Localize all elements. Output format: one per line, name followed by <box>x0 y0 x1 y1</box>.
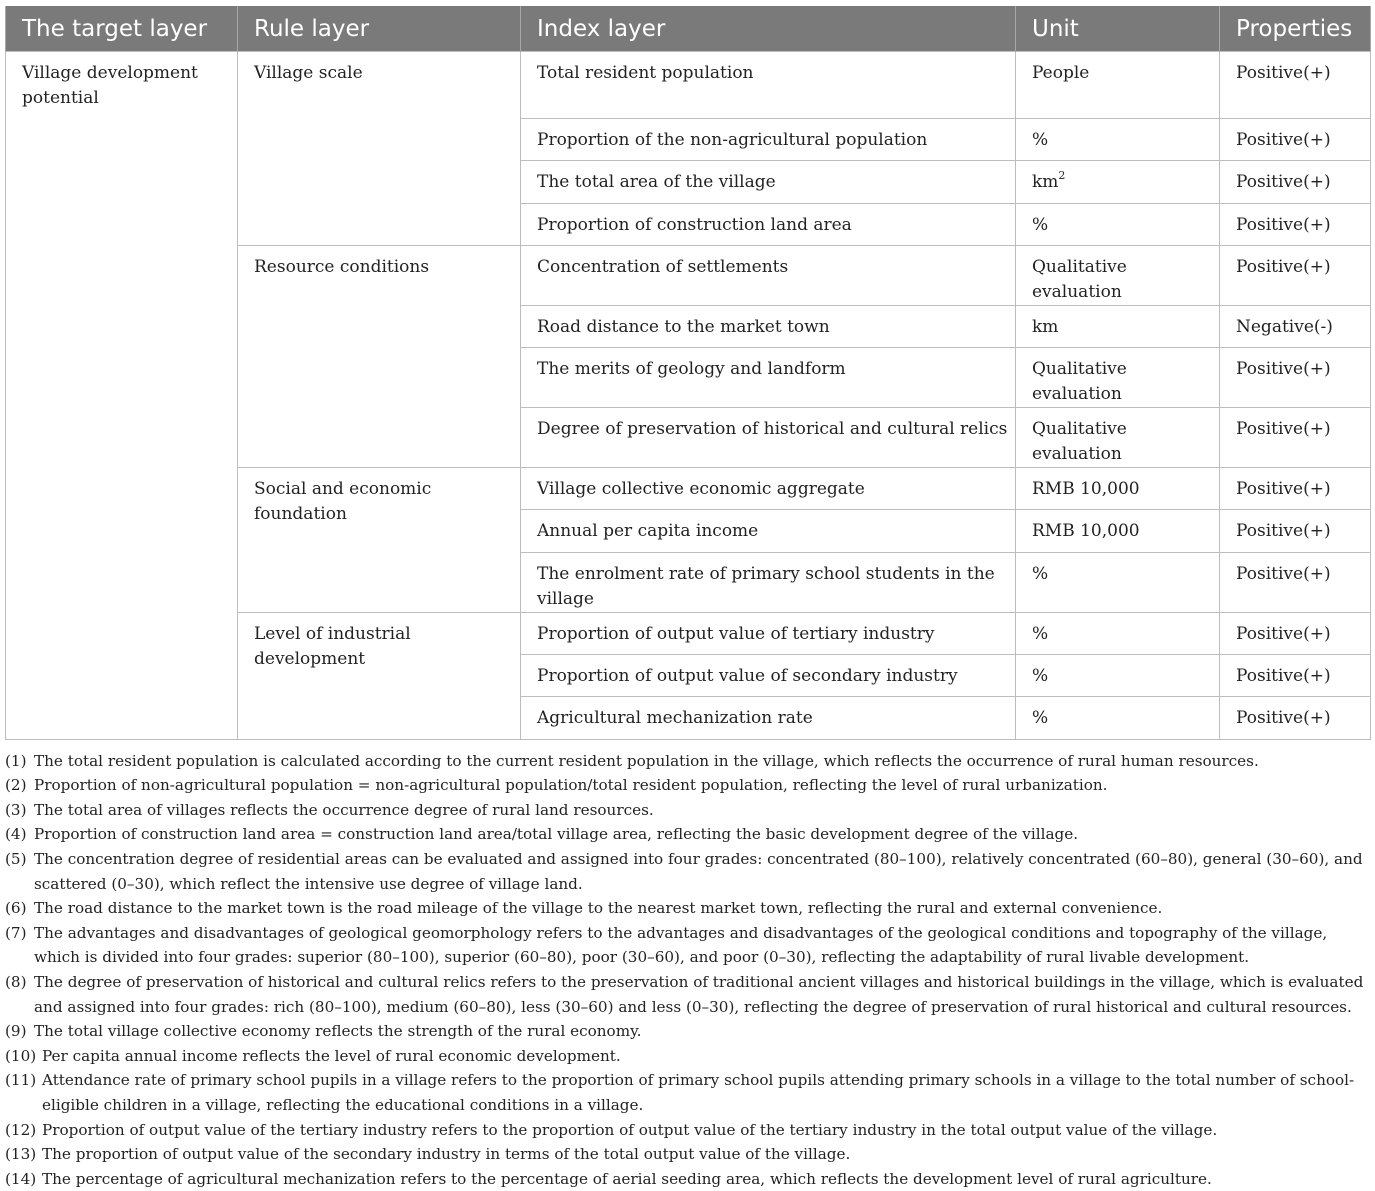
index-cell: Proportion of output value of tertiary industry <box>521 612 1016 654</box>
footnote-text: The proportion of output value of the secondary industry in terms of the total output value of the village. <box>42 1145 851 1164</box>
document <box>5 6 1370 1191</box>
index-cell: Agricultural mechanization rate <box>521 697 1016 739</box>
property-cell: Positive(+) <box>1220 119 1371 161</box>
index-cell: Degree of preservation of historical and cultural relics <box>521 408 1016 468</box>
property-cell: Positive(+) <box>1220 203 1371 245</box>
footnote-text: Proportion of output value of the tertiary industry refers to the proportion of output value of the tertiary industry in the total output value of the village. <box>42 1120 1218 1139</box>
unit-cell: % <box>1016 203 1220 245</box>
index-cell: Road distance to the market town <box>521 305 1016 347</box>
property-cell: Positive(+) <box>1220 161 1371 203</box>
property-cell: Positive(+) <box>1220 408 1371 468</box>
footnote-number: (7) <box>5 923 27 942</box>
unit-cell: km <box>1016 305 1220 347</box>
property-cell: Positive(+) <box>1220 510 1371 552</box>
property-cell: Negative(-) <box>1220 305 1371 347</box>
footnote <box>5 1118 1370 1143</box>
footnote-text: The percentage of agricultural mechanization refers to the percentage of aerial seeding area, which reflects the development level of rural agriculture. <box>42 1169 1212 1188</box>
footnote <box>5 798 1370 823</box>
header-target-layer: The target layer <box>6 6 238 52</box>
footnote-number: (5) <box>5 850 27 869</box>
footnote-number: (3) <box>5 800 27 819</box>
header-unit: Unit <box>1016 6 1220 52</box>
footnote-text: Proportion of construction land area = construction land area/total village area, reflecting the basic development degree of the village. <box>34 825 1079 844</box>
footnote-number: (1) <box>5 751 27 770</box>
unit-superscript: 2 <box>1058 168 1066 182</box>
footnote <box>5 1068 1370 1117</box>
footnote-number: (2) <box>5 776 27 795</box>
target-layer-cell: Village development potential <box>6 52 238 740</box>
indicator-table <box>5 6 1371 740</box>
footnote-number: (12) <box>5 1120 37 1139</box>
footnote-text: Attendance rate of primary school pupils in a village refers to the proportion of primary school pupils attending primary schools in a village to the total number of school-eligible children in a village, reflecting the educational conditions in a village. <box>42 1071 1355 1114</box>
table-header-row <box>6 6 1371 52</box>
unit-cell: RMB 10,000 <box>1016 468 1220 510</box>
footnote <box>5 1142 1370 1167</box>
index-cell: Total resident population <box>521 52 1016 119</box>
property-cell: Positive(+) <box>1220 697 1371 739</box>
unit-cell: % <box>1016 119 1220 161</box>
header-rule-layer: Rule layer <box>238 6 521 52</box>
rule-layer-cell: Village scale <box>238 52 521 246</box>
footnote-text: The road distance to the market town is the road mileage of the village to the nearest market town, reflecting the rural and external convenience. <box>34 899 1163 918</box>
footnote-number: (9) <box>5 1022 27 1041</box>
footnote <box>5 921 1370 970</box>
footnote <box>5 896 1370 921</box>
footnote <box>5 847 1370 896</box>
unit-cell <box>1016 161 1220 203</box>
footnote-text: The advantages and disadvantages of geological geomorphology refers to the advantages and disadvantages of the geological conditions and topography of the village, which is divided into four grades: superior (80–100), superior (60–80), poor (30–60), and poor (0–30), reflecting the adaptability of rural livable development. <box>34 923 1328 967</box>
index-cell: Annual per capita income <box>521 510 1016 552</box>
index-cell: Concentration of settlements <box>521 245 1016 305</box>
unit-text: km <box>1032 172 1059 193</box>
unit-cell: Qualitative evaluation <box>1016 408 1220 468</box>
footnote-text: Per capita annual income reflects the level of rural economic development. <box>42 1046 621 1065</box>
table-row <box>6 52 1371 119</box>
footnote-text: Proportion of non-agricultural population = non-agricultural population/total resident population, reflecting the level of rural urbanization. <box>34 776 1108 795</box>
rule-layer-cell: Resource conditions <box>238 245 521 467</box>
unit-cell: % <box>1016 697 1220 739</box>
rule-layer-cell: Social and economic foundation <box>238 468 521 613</box>
property-cell: Positive(+) <box>1220 612 1371 654</box>
footnote-text: The total village collective economy reflects the strength of the rural economy. <box>34 1022 642 1041</box>
footnote <box>5 773 1370 798</box>
footnote-text: The concentration degree of residential areas can be evaluated and assigned into four grades: concentrated (80–100), relatively concentrated (60–80), general (30–60), and scattered (0–30), which reflect the intensive use degree of village land. <box>34 850 1363 893</box>
footnote-number: (4) <box>5 825 27 844</box>
index-cell: Proportion of output value of secondary industry <box>521 655 1016 697</box>
header-index-layer: Index layer <box>521 6 1016 52</box>
index-cell: Village collective economic aggregate <box>521 468 1016 510</box>
unit-cell: Qualitative evaluation <box>1016 245 1220 305</box>
footnote-number: (14) <box>5 1169 37 1188</box>
footnote-number: (13) <box>5 1145 37 1164</box>
footnote <box>5 822 1370 847</box>
footnote-number: (10) <box>5 1046 37 1065</box>
footnote <box>5 1019 1370 1044</box>
property-cell: Positive(+) <box>1220 655 1371 697</box>
property-cell: Positive(+) <box>1220 245 1371 305</box>
footnote <box>5 1167 1370 1191</box>
table-footnotes <box>5 749 1370 1191</box>
footnote <box>5 1044 1370 1069</box>
footnote-number: (6) <box>5 899 27 918</box>
index-cell: Proportion of construction land area <box>521 203 1016 245</box>
footnote-text: The total resident population is calculated according to the current resident population in the village, which reflects the occurrence of rural human resources. <box>34 751 1259 770</box>
index-cell: The enrolment rate of primary school students in the village <box>521 552 1016 612</box>
footnote <box>5 749 1370 774</box>
unit-cell: % <box>1016 655 1220 697</box>
index-cell: The merits of geology and landform <box>521 348 1016 408</box>
footnote-number: (8) <box>5 973 27 992</box>
unit-cell: People <box>1016 52 1220 119</box>
rule-layer-cell: Level of industrial development <box>238 612 521 739</box>
unit-cell: RMB 10,000 <box>1016 510 1220 552</box>
property-cell: Positive(+) <box>1220 468 1371 510</box>
footnote-number: (11) <box>5 1071 37 1090</box>
property-cell: Positive(+) <box>1220 348 1371 408</box>
unit-cell: Qualitative evaluation <box>1016 348 1220 408</box>
footnote <box>5 970 1370 1019</box>
property-cell: Positive(+) <box>1220 552 1371 612</box>
footnote-text: The total area of villages reflects the occurrence degree of rural land resources. <box>34 800 654 819</box>
unit-cell: % <box>1016 552 1220 612</box>
unit-cell: % <box>1016 612 1220 654</box>
header-properties: Properties <box>1220 6 1371 52</box>
footnote-text: The degree of preservation of historical and cultural relics refers to the preservation of traditional ancient villages and historical buildings in the village, which is evaluated and assigned into four grades: rich (80–100), medium (60–80), less (30–60) and less (0–30), reflecting the degree of preservation of rural historical and cultural resources. <box>34 973 1364 1016</box>
index-cell: Proportion of the non-agricultural population <box>521 119 1016 161</box>
index-cell: The total area of the village <box>521 161 1016 203</box>
property-cell: Positive(+) <box>1220 52 1371 119</box>
